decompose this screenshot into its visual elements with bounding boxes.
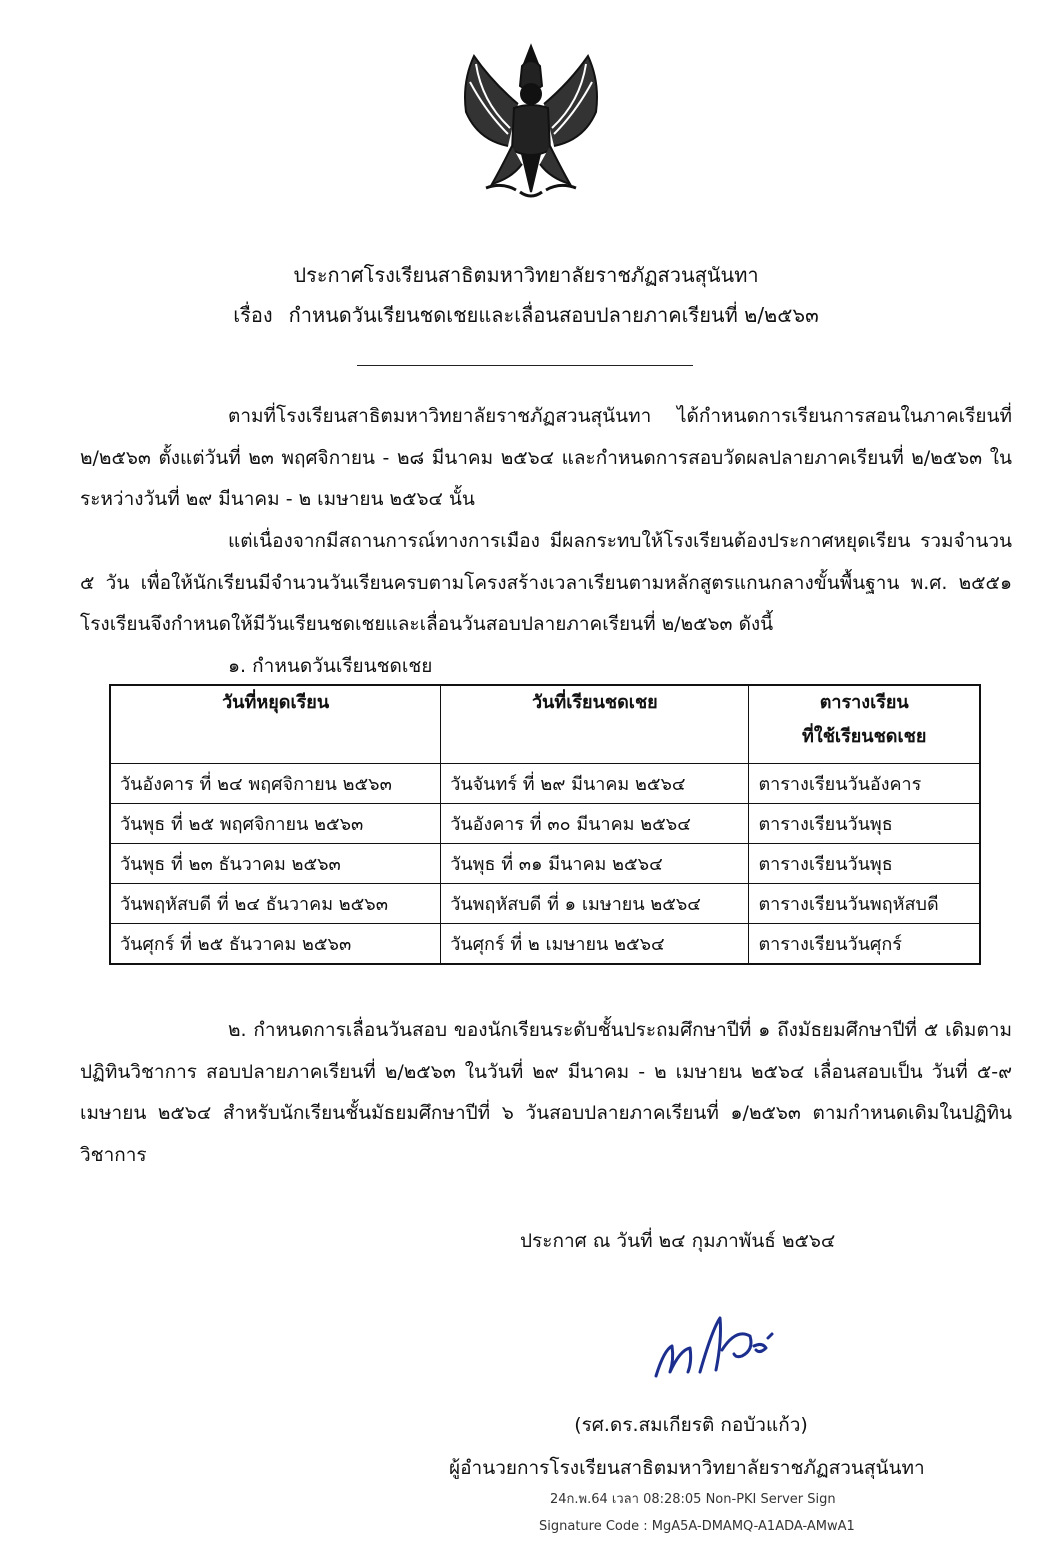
makeup-date-cell: วันอังคาร ที่ ๓๐ มีนาคม ๒๕๖๔ bbox=[441, 804, 749, 844]
handwritten-signature bbox=[650, 1310, 780, 1390]
header-timetable-line2: ที่ใช้เรียนชดเชย bbox=[802, 726, 927, 747]
holiday-date-cell: วันพุธ ที่ ๒๕ พฤศจิกายน ๒๕๖๓ bbox=[110, 804, 441, 844]
makeup-date-cell: วันศุกร์ ที่ ๒ เมษายน ๒๕๖๔ bbox=[441, 924, 749, 965]
announcement-subject bbox=[0, 300, 1052, 330]
makeup-date-cell: วันจันทร์ ที่ ๒๙ มีนาคม ๒๕๖๔ bbox=[441, 764, 749, 804]
table-row bbox=[110, 924, 980, 965]
item-1-heading: ๑. กำหนดวันเรียนชดเชย bbox=[228, 655, 433, 677]
paragraph-1: ตามที่โรงเรียนสาธิตมหาวิทยาลัยราชภัฏสวนสุนันทา ได้กำหนดการเรียนการสอนในภาคเรียนที่ ๒/๒๕๖๓ ตั้งแต่วันที่ ๒๓ พฤศจิกายน - ๒๘ มีนาคม ๒๕๖๔ และกำหนดการสอบวัดผลปลายภาคเรียนที่ ๒/๒๕๖๓ ในระหว่างวันที่ ๒๙ มีนาคม - ๒ เมษายน ๒๕๖๔ นั้น bbox=[80, 405, 1012, 510]
timetable-cell: ตารางเรียนวันศุกร์ bbox=[749, 924, 980, 965]
timetable-cell: ตารางเรียนวันพุธ bbox=[749, 804, 980, 844]
title-divider bbox=[357, 365, 693, 366]
table-row bbox=[110, 804, 980, 844]
holiday-date-cell: วันอังคาร ที่ ๒๔ พฤศจิกายน ๒๕๖๓ bbox=[110, 764, 441, 804]
timetable-cell: ตารางเรียนวันพุธ bbox=[749, 844, 980, 884]
holiday-date-cell: วันศุกร์ ที่ ๒๕ ธันวาคม ๒๕๖๓ bbox=[110, 924, 441, 965]
paragraph-2: แต่เนื่องจากมีสถานการณ์ทางการเมือง มีผลกระทบให้โรงเรียนต้องประกาศหยุดเรียน รวมจำนวน ๕ วัน เพื่อให้นักเรียนมีจำนวนวันเรียนครบตามโครงสร้างเวลาเรียนตามหลักสูตรแกนกลางขั้นพื้นฐาน พ.ศ. ๒๕๕๑ โรงเรียนจึงกำหนดให้มีวันเรียนชดเชยและเลื่อนวันสอบปลายภาคเรียนที่ ๒/๒๕๖๓ ดังนี้ bbox=[80, 530, 1012, 635]
makeup-date-cell: วันพฤหัสบดี ที่ ๑ เมษายน ๒๕๖๔ bbox=[441, 884, 749, 924]
subject-label: เรื่อง bbox=[233, 303, 273, 327]
table-row bbox=[110, 844, 980, 884]
header-holiday-date: วันที่หยุดเรียน bbox=[110, 685, 441, 764]
garuda-emblem-icon bbox=[452, 42, 610, 204]
compensation-schedule-table bbox=[109, 684, 981, 965]
holiday-date-cell: วันพุธ ที่ ๒๓ ธันวาคม ๒๕๖๓ bbox=[110, 844, 441, 884]
holiday-date-cell: วันพฤหัสบดี ที่ ๒๔ ธันวาคม ๒๕๖๓ bbox=[110, 884, 441, 924]
header-timetable bbox=[749, 685, 980, 764]
signer-name: (รศ.ดร.สมเกียรติ กอบัวแก้ว) bbox=[574, 1414, 808, 1436]
timetable-cell: ตารางเรียนวันอังคาร bbox=[749, 764, 980, 804]
paragraph-3: ๒. กำหนดการเลื่อนวันสอบ ของนักเรียนระดับชั้นประถมศึกษาปีที่ ๑ ถึงมัธยมศึกษาปีที่ ๕ เดิมตามปฏิทินวิชาการ สอบปลายภาคเรียนที่ ๒/๒๕๖๓ ในวันที่ ๒๙ มีนาคม - ๒ เมษายน ๒๕๖๔ เลื่อนสอบเป็น วันที่ ๕-๙ เมษายน ๒๕๖๔ สำหรับนักเรียนชั้นมัธยมศึกษาปีที่ ๖ วันสอบปลายภาคเรียนที่ ๑/๒๕๖๓ ตามกำหนดเดิมในปฏิทินวิชาการ bbox=[80, 1019, 1012, 1166]
signer-position: ผู้อำนวยการโรงเรียนสาธิตมหาวิทยาลัยราชภัฏสวนสุนันทา bbox=[449, 1457, 925, 1479]
timetable-cell: ตารางเรียนวันพฤหัสบดี bbox=[749, 884, 980, 924]
announcement-title: ประกาศโรงเรียนสาธิตมหาวิทยาลัยราชภัฏสวนสุนันทา bbox=[293, 263, 759, 287]
announcement-date: ประกาศ ณ วันที่ ๒๔ กุมภาพันธ์ ๒๕๖๔ bbox=[520, 1230, 836, 1252]
makeup-date-cell: วันพุธ ที่ ๓๑ มีนาคม ๒๕๖๔ bbox=[441, 844, 749, 884]
sign-metadata: 24ก.พ.64 เวลา 08:28:05 Non-PKI Server Sign bbox=[550, 1492, 836, 1507]
header-timetable-line1: ตารางเรียน bbox=[819, 692, 909, 713]
table-row bbox=[110, 884, 980, 924]
subject-text: กำหนดวันเรียนชดเชยและเลื่อนสอบปลายภาคเรียนที่ ๒/๒๕๖๓ bbox=[288, 303, 819, 327]
header-makeup-date: วันที่เรียนชดเชย bbox=[441, 685, 749, 764]
table-header-row bbox=[110, 685, 980, 764]
signature-code: Signature Code : MgA5A-DMAMQ-A1ADA-AMwA1 bbox=[539, 1519, 855, 1534]
table-row bbox=[110, 764, 980, 804]
